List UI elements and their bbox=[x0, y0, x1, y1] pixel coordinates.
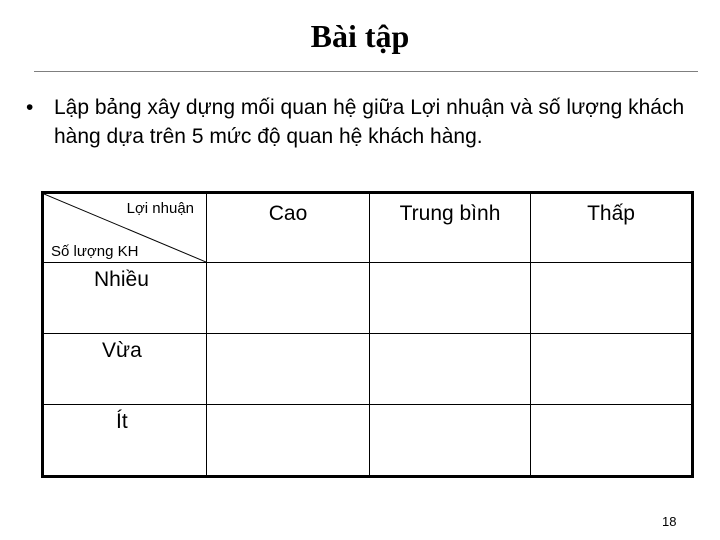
bullet-item bbox=[26, 93, 706, 151]
relationship-table bbox=[41, 191, 694, 478]
column-header-low: Thấp bbox=[587, 202, 635, 225]
column-header-cell bbox=[370, 193, 531, 263]
column-header-high: Cao bbox=[268, 202, 308, 225]
table-cell bbox=[207, 334, 370, 405]
row-header-cell bbox=[43, 263, 207, 334]
table-cell bbox=[370, 405, 531, 477]
table-cell bbox=[531, 405, 693, 477]
table-cell bbox=[370, 334, 531, 405]
table-row bbox=[43, 405, 693, 477]
column-header-medium: Trung bình bbox=[399, 202, 501, 225]
table-cell bbox=[531, 263, 693, 334]
corner-label-profit: Lợi nhuận bbox=[126, 200, 194, 217]
title-divider bbox=[34, 71, 698, 72]
corner-cell bbox=[43, 193, 207, 263]
slide-title: Bài tập bbox=[310, 18, 410, 54]
column-header-cell bbox=[207, 193, 370, 263]
table-cell bbox=[207, 263, 370, 334]
corner-label-customers: Số lượng KH bbox=[51, 243, 139, 260]
table-cell bbox=[370, 263, 531, 334]
table-cell bbox=[531, 334, 693, 405]
row-header-few: Ít bbox=[116, 410, 128, 433]
table-row bbox=[43, 263, 693, 334]
table-row bbox=[43, 334, 693, 405]
bullet-text: Lập bảng xây dựng mối quan hệ giữa Lợi nhuận và số lượng khách hàng dựa trên 5 mức độ quan hệ khách hàng. bbox=[54, 96, 685, 148]
row-header-cell bbox=[43, 334, 207, 405]
page-number: 18 bbox=[662, 514, 677, 529]
table-cell bbox=[207, 405, 370, 477]
row-header-moderate: Vừa bbox=[102, 339, 142, 362]
column-header-cell bbox=[531, 193, 693, 263]
table-header-row bbox=[43, 193, 693, 263]
row-header-many: Nhiều bbox=[94, 268, 149, 291]
bullet-marker: • bbox=[26, 96, 34, 119]
row-header-cell bbox=[43, 405, 207, 477]
